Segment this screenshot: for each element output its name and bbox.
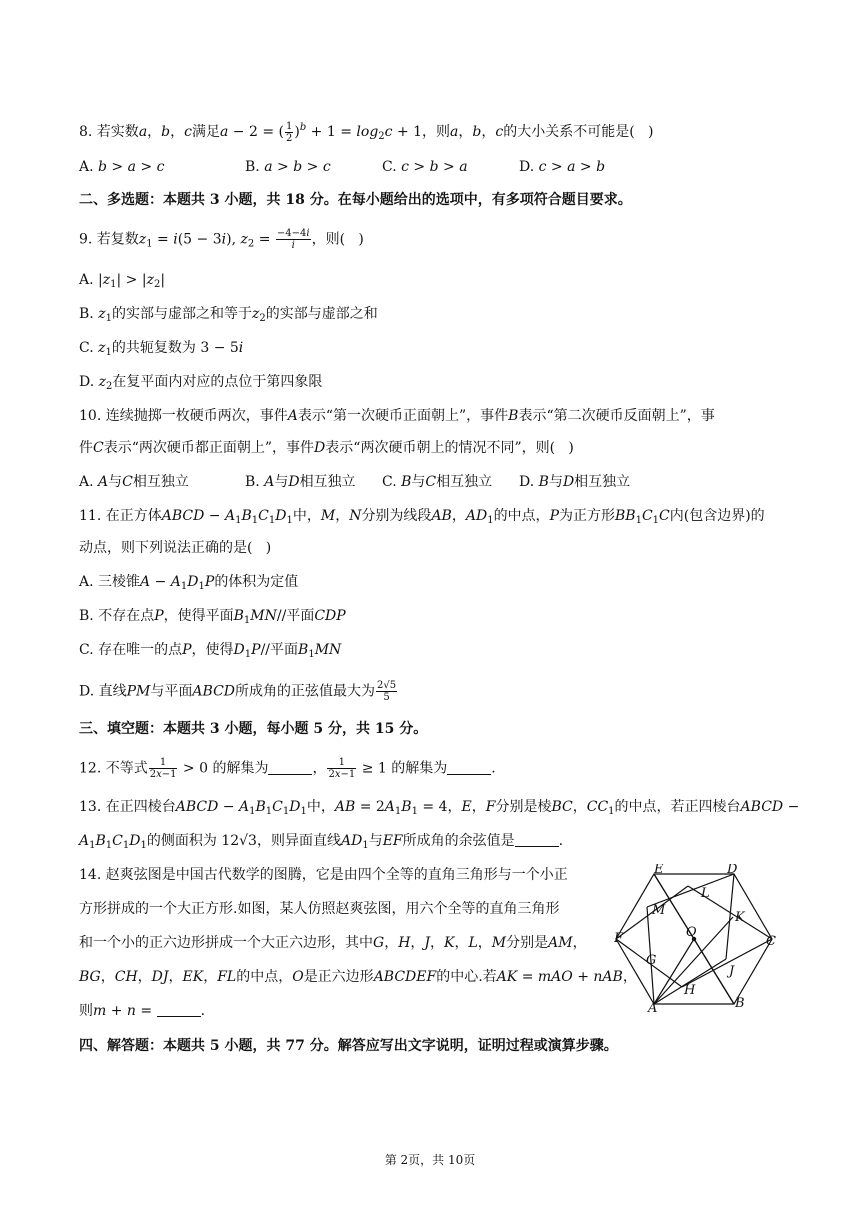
q10-option-c: C. B与C相互独立: [382, 474, 493, 490]
zhao-shuang-hexagon-figure: [614, 864, 784, 1014]
q9-option-d: D. $z_2$在复平面内对应的点位于第四象限: [79, 374, 323, 392]
question-10-line1: 10. 连续抛掷一枚硬币两次，事件A表示“第一次硬币正面朝上”，事件B表示“第二次硬币反面朝上”，事: [79, 408, 715, 424]
question-11-line2: 动点，则下列说法正确的是( ): [79, 540, 272, 556]
q11-option-a: A. 三棱锥$A - A_1D_1P$的体积为定值: [79, 574, 299, 592]
question-14-line2: 方形拼成的一个大正方形.如图，某人仿照赵爽弦图，用六个全等的直角三角形: [79, 901, 560, 917]
q8-option-a: A. b > a > c: [79, 159, 165, 175]
question-13-line1: 13. 在正四棱台ABCD − $A_1B_1C_1D_1$中，AB = $2A_1B_1 = 4$，E，F分别是棱BC，$CC_1$的中点，若正四棱台ABCD −: [79, 799, 800, 817]
q9-option-c: C. $z_1$的共轭复数为 3 − 5i: [79, 340, 244, 358]
label-j: J: [729, 964, 735, 979]
section-4-heading: 四、解答题：本题共 5 小题，共 77 分。解答应写出文字说明，证明过程或演算步骤。: [79, 1038, 618, 1054]
label-g: G: [646, 953, 657, 968]
question-10-line2: 件C表示“两次硬币都正面朝上”，事件D表示“两次硬币朝上的情况不同”，则( ): [79, 440, 574, 456]
page-footer: 第 2页，共 10页: [384, 1153, 476, 1167]
label-f: F: [614, 931, 624, 946]
q8-option-b: B. a > b > c: [245, 159, 331, 175]
label-c: C: [766, 934, 776, 949]
question-14-line3: 和一个小的正六边形拼成一个大正六边形，其中G，H，J，K，L，M分别是AM，: [79, 935, 587, 951]
q10-option-b: B. A与D相互独立: [245, 474, 356, 490]
q9-option-b: B. $z_1$的实部与虚部之和等于$z_2$的实部与虚部之和: [79, 306, 378, 324]
label-l: L: [701, 886, 710, 901]
question-12: 12. 不等式 $\frac{1}{2x-1}$ > 0 的解集为 ， $\frac{1}{2x-1}$ ≥ 1 的解集为 .: [79, 757, 496, 780]
label-b: B: [735, 996, 745, 1011]
section-3-heading: 三、填空题：本题共 3 小题，每小题 5 分，共 15 分。: [79, 721, 428, 737]
q11-option-b: B. 不存在点P，使得平面$B_1MN//$平面CDP: [79, 608, 346, 626]
q8-option-d: D. c > a > b: [519, 159, 606, 175]
q9-option-a: A. $|z_1| > |z_2|$: [79, 272, 166, 290]
q11-option-c: C. 存在唯一的点P，使得$D_1P//$平面$B_1MN$: [79, 642, 342, 660]
section-2-heading: 二、多选题：本题共 3 小题，共 18 分。在每小题给出的选项中，有多项符合题目要求。: [79, 192, 632, 208]
question-11-line1: 11. 在正方体ABCD − $A_1B_1C_1D_1$中，M，N分别为线段AB，$AD_1$的中点，P为正方形$BB_1C_1C$内(包含边界)的: [79, 508, 765, 526]
q10-option-a: A. A与C相互独立: [79, 474, 189, 490]
question-14-line5: 则m + n = .: [79, 1003, 206, 1019]
question-14-line4: BG，CH，DJ，EK，FL的中点，O是正六边形ABCDEF的中心.若AK = mAO + nAB，: [79, 969, 637, 985]
label-o: O: [686, 925, 697, 940]
question-8-stem: 8. 若实数a，b，c满足a − 2 = ( $\frac{1}{2}$ )$^b + 1 = \log_2c + 1$，则a，b，c的大小关系不可能是( ): [79, 120, 654, 144]
q11-option-d: D. 直线PM与平面ABCD所成角的正弦值最大为 $\frac{2√5}{5}$: [79, 680, 397, 703]
question-14-line1: 14. 赵爽弦图是中国古代数学的图腾，它是由四个全等的直角三角形与一个小正: [79, 867, 568, 883]
label-h: H: [684, 983, 696, 998]
q10-option-d: D. B与D相互独立: [519, 474, 631, 490]
label-k: K: [735, 910, 745, 925]
label-a: A: [648, 1001, 658, 1014]
label-e: E: [654, 864, 664, 877]
label-d: D: [727, 864, 738, 877]
label-m: M: [652, 903, 666, 918]
question-9-stem: 9. 若复数$z_1 = i(5 - 3i)$, $z_2$ = $\frac{-4-4i}{i}$ ，则( ): [79, 228, 364, 251]
q8-option-c: C. c > b > a: [382, 159, 468, 175]
question-13-line2: $A_1B_1C_1D_1$的侧面积为 12√3，则异面直线$AD_1$与EF所成角的余弦值是 .: [79, 833, 564, 851]
